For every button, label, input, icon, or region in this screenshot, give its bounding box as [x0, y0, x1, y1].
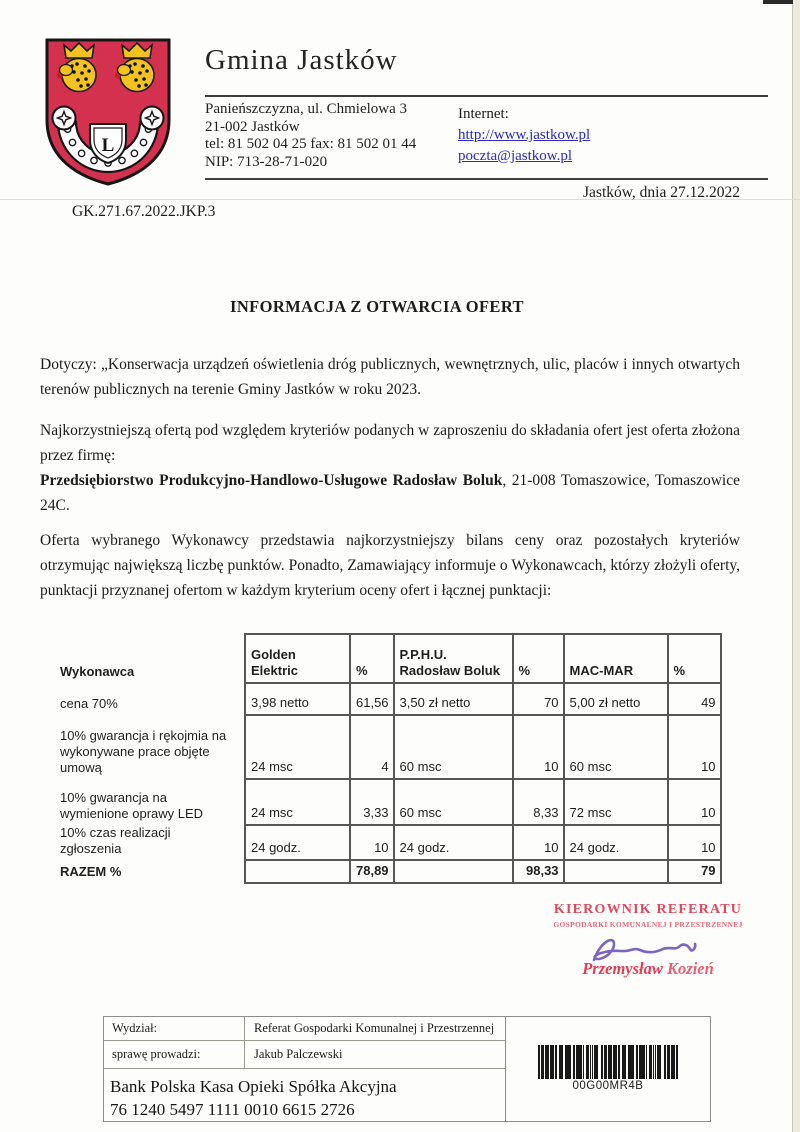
internet-block — [458, 104, 590, 167]
email-link[interactable]: poczta@jastkow.pl — [458, 148, 573, 164]
stamp-subtitle: GOSPODARKI KOMUNALNEJ I PRZESTRZENNEJ — [553, 920, 743, 929]
approval-stamp — [528, 902, 768, 979]
table-cell: 78,89 — [350, 860, 394, 883]
address-line: Panieńszczyzna, ul. Chmielowa 3 — [205, 101, 408, 117]
case-handler-label: sprawę prowadzi: — [112, 1047, 201, 1061]
table-header-cell: % — [513, 634, 564, 683]
org-name: Gmina Jastków — [205, 44, 398, 76]
winning-company-name: Przedsiębiorstwo Produkcyjno-Handlowo-Usługowe Radosław Boluk — [40, 472, 503, 489]
department-label: Wydział: — [112, 1021, 158, 1035]
footer-row-case-handler — [104, 1041, 505, 1069]
table-row — [60, 683, 721, 715]
table-cell: 3,98 netto — [245, 683, 350, 715]
table-cell: 10 — [513, 715, 564, 779]
table-cell: 70 — [513, 683, 564, 715]
table-header-cell: % — [350, 634, 394, 683]
signatory-first-name: Przemysław — [582, 959, 663, 978]
row-label: 10% czas realizacji zgłoszenia — [60, 825, 171, 856]
internet-label: Internet: — [458, 106, 509, 122]
bank-name: Bank Polska Kasa Opieki Spółka Akcyjna — [110, 1077, 397, 1096]
table-cell: 24 msc — [245, 779, 350, 825]
table-cell: 60 msc — [394, 779, 513, 825]
table-cell: 4 — [350, 715, 394, 779]
table-cell: 72 msc — [564, 779, 668, 825]
row-label: 10% gwarancja i rękojmia na wykonywane prace objęte umową — [60, 728, 227, 775]
table-cell: 10 — [668, 779, 721, 825]
table-cell — [245, 860, 350, 883]
department-value: Referat Gospodarki Komunalnej i Przestrzennej — [254, 1021, 495, 1035]
table-cell: 49 — [668, 683, 721, 715]
barcode — [538, 1045, 678, 1092]
table-cell: 10 — [350, 825, 394, 860]
table-cell: 61,56 — [350, 683, 394, 715]
footer-row-department — [104, 1017, 505, 1041]
document-title: INFORMACJA Z OTWARCIA OFERT — [230, 297, 524, 316]
table-row — [60, 825, 721, 860]
bank-account-number: 76 1240 5497 1111 0010 6615 2726 — [110, 1100, 355, 1119]
barcode-label: 00G00MR4B — [572, 1080, 644, 1092]
address-line: NIP: 713-28-71-020 — [205, 153, 328, 170]
table-cell — [564, 860, 668, 883]
table-cell: 24 godz. — [245, 825, 350, 860]
table-corner-label: Wykonawca — [60, 664, 135, 679]
table-cell: 24 godz. — [564, 825, 668, 860]
org-address-block — [205, 101, 416, 171]
handwritten-signature-ink — [580, 928, 715, 977]
footer-vertical-divider — [505, 1017, 506, 1121]
paragraph-summary: Oferta wybranego Wykonawcy przedstawia najkorzystniejszy bilans ceny oraz pozostałych kryteriów otrzymując największą liczbę punktów. Ponadto, Zamawiający informuje o Wykonawcach, którzy złożyli oferty, punktacji przyznanej ofertom w każdym kryterium oceny ofert i łącznej punktacji: — [40, 532, 740, 599]
date-line: Jastków, dnia 27.12.2022 — [583, 184, 740, 201]
table-cell: 60 msc — [394, 715, 513, 779]
case-handler-value: Jakub Palczewski — [254, 1047, 343, 1061]
offers-table — [60, 633, 722, 884]
table-header-cell: P.P.H.U. Radosław Boluk — [394, 634, 513, 683]
crest-letter: L — [101, 135, 115, 156]
address-line: tel: 81 502 04 25 fax: 81 502 01 44 — [205, 136, 417, 152]
table-cell: 8,33 — [513, 779, 564, 825]
table-cell: 60 msc — [564, 715, 668, 779]
row-label: RAZEM % — [60, 864, 122, 879]
winning-company-address: , 21-008 Tomaszowice, Tomaszowice 24C. — [40, 472, 740, 514]
row-label: cena 70% — [60, 696, 118, 711]
table-cell: 3,33 — [350, 779, 394, 825]
table-cell: 24 godz. — [394, 825, 513, 860]
paragraph-best-offer — [40, 418, 740, 518]
footer-info-box — [103, 1016, 711, 1122]
table-cell: 10 — [668, 715, 721, 779]
table-row — [60, 715, 721, 779]
table-cell: 5,00 zł netto — [564, 683, 668, 715]
table-cell — [394, 860, 513, 883]
table-cell: 98,33 — [513, 860, 564, 883]
stamp-title: KIEROWNIK REFERATU — [553, 902, 743, 917]
table-header-cell: MAC-MAR — [564, 634, 668, 683]
table-row-total — [60, 860, 721, 883]
barcode-bars-icon — [538, 1045, 678, 1079]
table-cell: 3,50 zł netto — [394, 683, 513, 715]
table-cell: 10 — [513, 825, 564, 860]
table-header-cell: % — [668, 634, 721, 683]
letterhead-divider-bottom — [205, 178, 768, 180]
row-label: 10% gwarancja na wymienione oprawy LED — [60, 790, 204, 821]
reference-number: GK.271.67.2022.JKP.3 — [72, 203, 216, 220]
table-cell: 79 — [668, 860, 721, 883]
jastkow-coat-of-arms-icon — [42, 36, 174, 193]
table-cell: 24 msc — [245, 715, 350, 779]
address-line: 21-002 Jastków — [205, 118, 300, 135]
best-offer-text: Najkorzystniejszą ofertą pod względem kryteriów podanych w zaproszeniu do składania ofert jest oferta złożona przez firmę: — [40, 422, 740, 464]
table-header-cell: Golden Elektric — [245, 634, 350, 683]
bank-details — [110, 1075, 397, 1121]
scan-corner-mark — [763, 0, 793, 4]
website-link[interactable]: http://www.jastkow.pl — [458, 127, 591, 143]
letterhead-divider-top — [205, 95, 768, 97]
paragraph-subject: Dotyczy: „Konserwacja urządzeń oświetlenia dróg publicznych, wewnętrznych, ulic, placów i innych otwartych terenów publicznych na terenie Gminy Jastków w roku 2023. — [40, 356, 740, 398]
scan-edge-strip — [792, 0, 800, 1132]
table-row — [60, 779, 721, 825]
signatory-last-name: Kozień — [667, 959, 714, 978]
table-cell: 10 — [668, 825, 721, 860]
